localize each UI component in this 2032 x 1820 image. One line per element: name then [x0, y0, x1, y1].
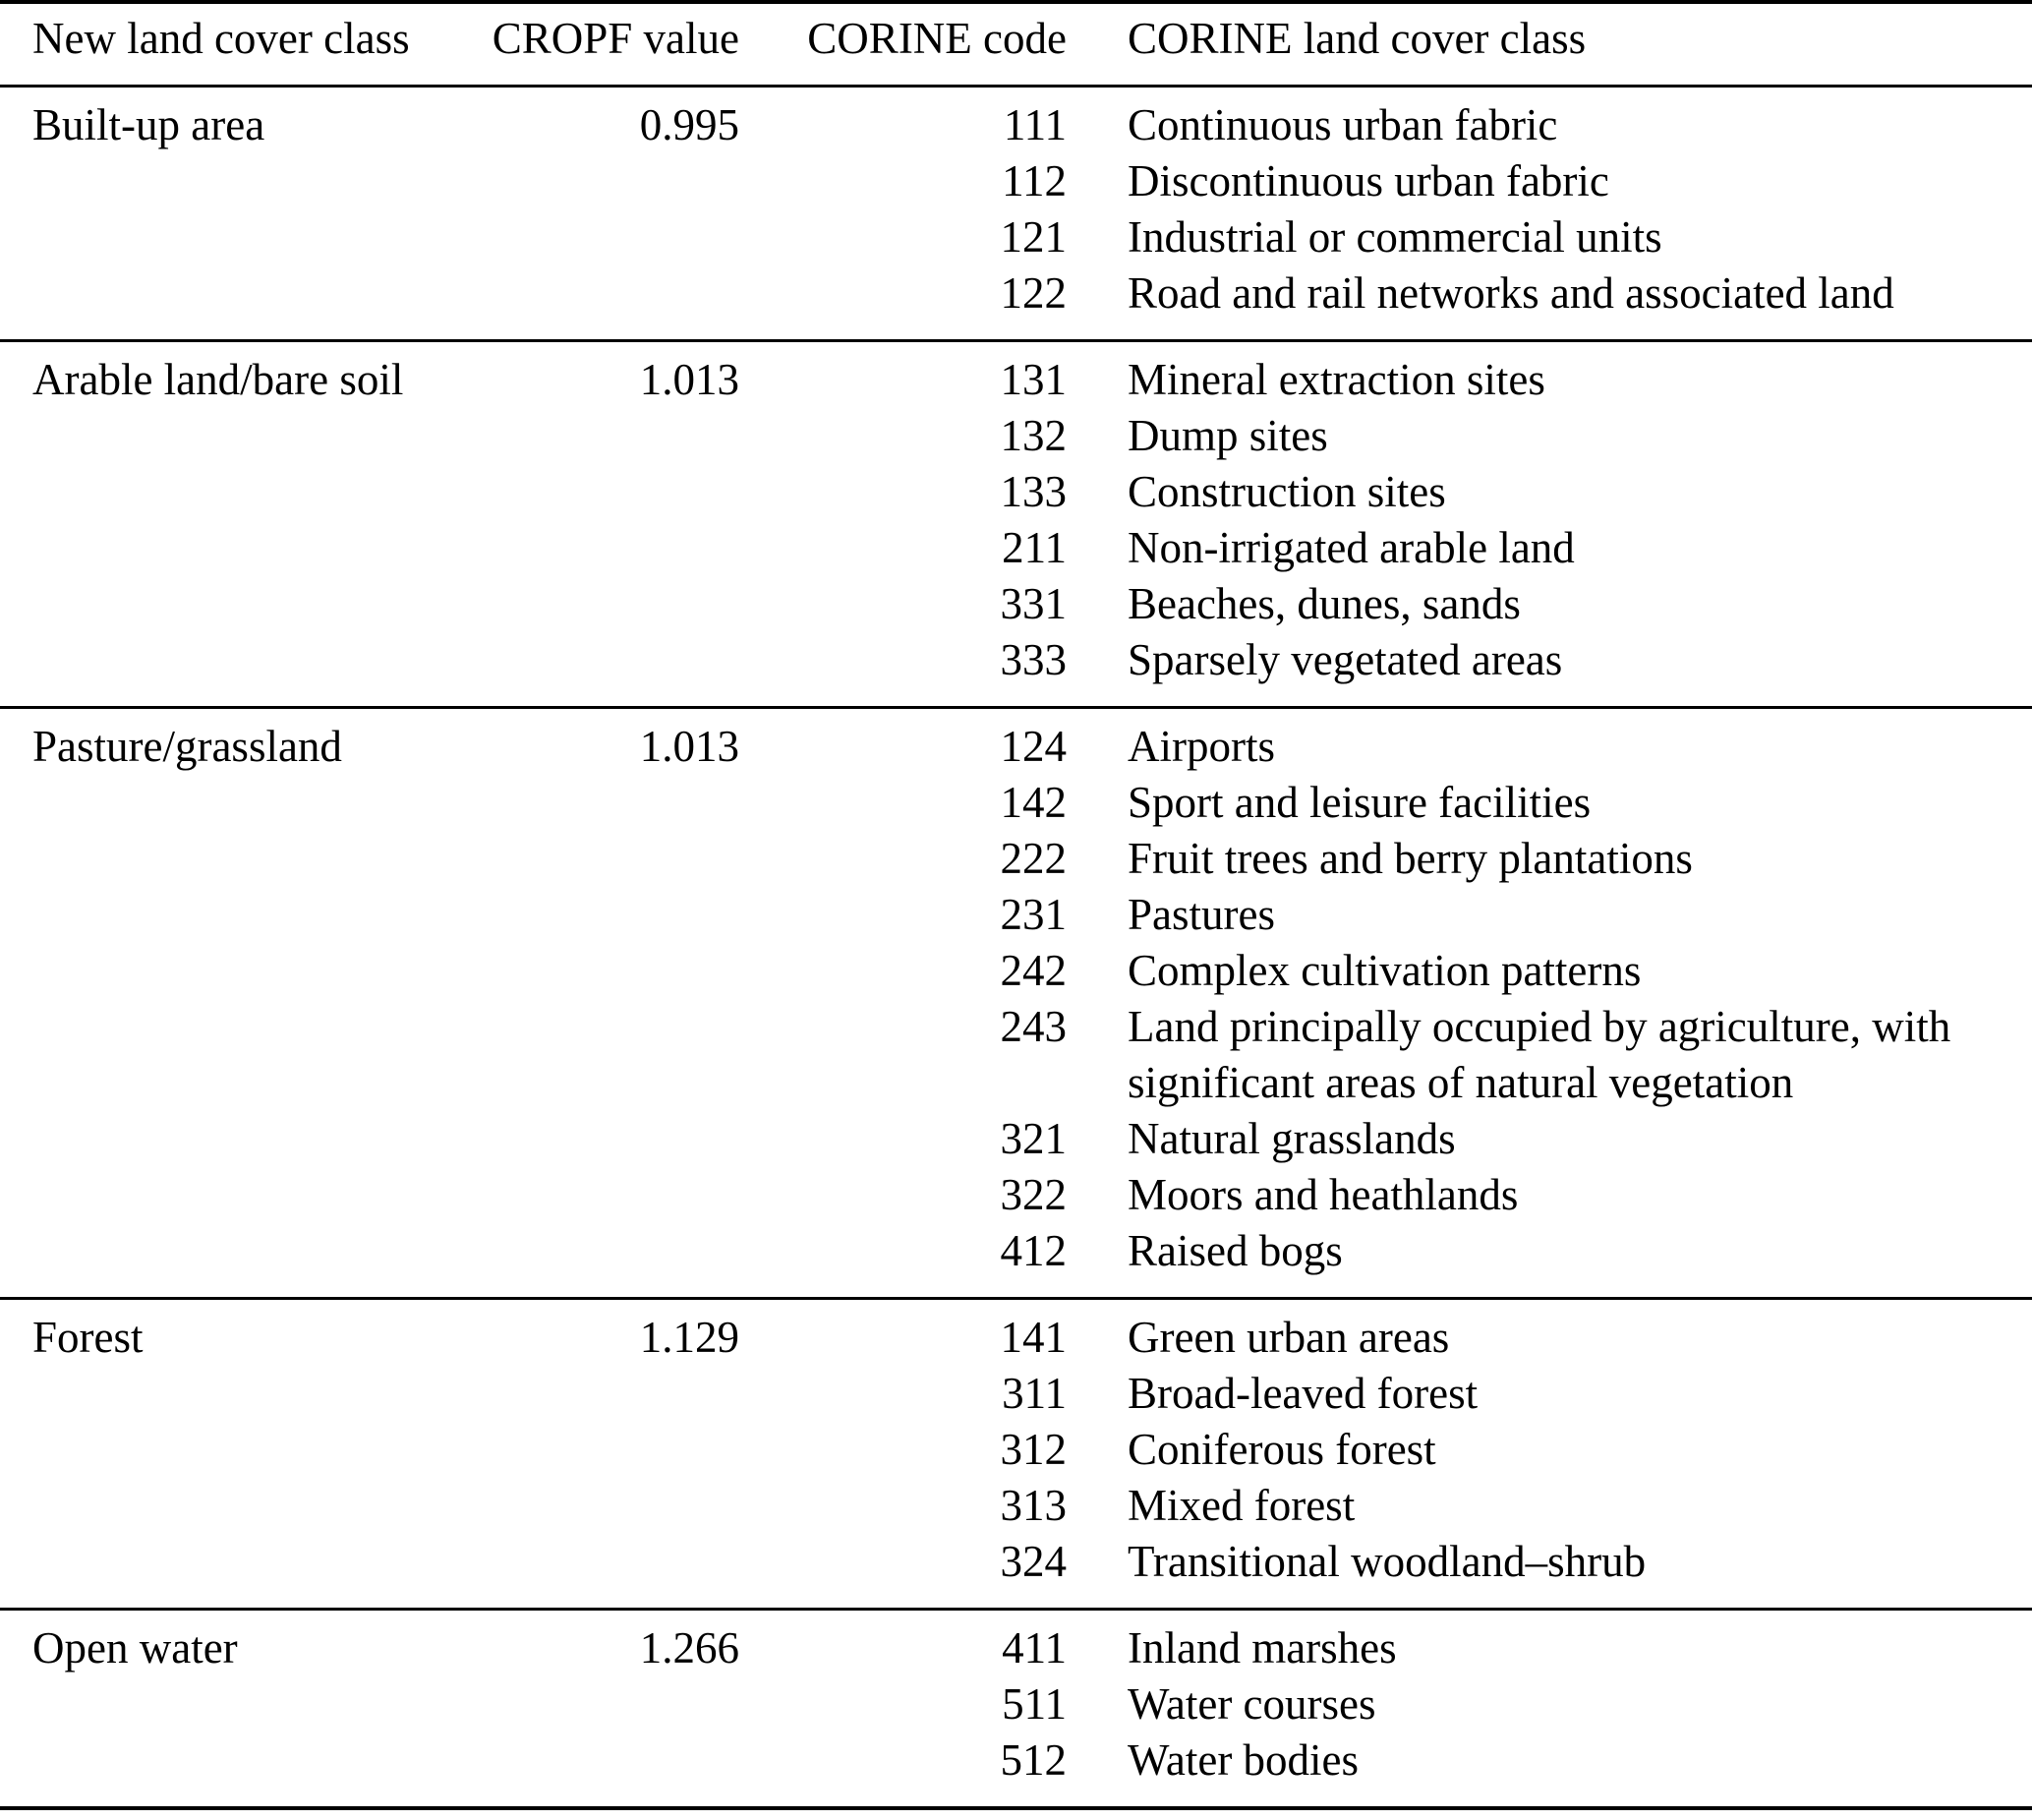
empty-cell — [0, 1478, 452, 1534]
corine-label-cell: Fruit trees and berry plantations — [1128, 834, 1693, 883]
empty-cell — [452, 1223, 739, 1299]
corine-label-cell: Mineral extraction sites — [1128, 355, 1545, 404]
empty-cell — [452, 209, 739, 265]
table-header — [0, 2, 2032, 87]
empty-cell — [0, 209, 452, 265]
table-row — [0, 1167, 2032, 1223]
corine-code-cell: 324 — [1000, 1537, 1067, 1586]
empty-cell — [0, 632, 452, 708]
corine-label-cell: Dump sites — [1128, 411, 1328, 460]
corine-label-cell: Raised bogs — [1128, 1226, 1343, 1275]
cropf-value-cell: 1.013 — [639, 722, 739, 771]
cropf-value-cell: 1.013 — [639, 355, 739, 404]
empty-cell — [452, 1676, 739, 1732]
corine-code-cell: 331 — [1000, 579, 1067, 628]
table-row — [0, 520, 2032, 576]
table-row — [0, 87, 2032, 154]
header-row — [0, 2, 2032, 87]
empty-cell — [452, 831, 739, 887]
empty-cell — [452, 520, 739, 576]
empty-cell — [0, 520, 452, 576]
table-row — [0, 775, 2032, 831]
corine-label-cell: Industrial or commercial units — [1128, 212, 1662, 262]
cropf-value-cell: 1.129 — [639, 1313, 739, 1362]
corine-label-cell: Green urban areas — [1128, 1313, 1450, 1362]
empty-cell — [0, 943, 452, 999]
empty-cell — [452, 1422, 739, 1478]
empty-cell — [0, 999, 452, 1111]
corine-code-cell: 312 — [1000, 1425, 1067, 1474]
empty-cell — [452, 1111, 739, 1167]
table-row — [0, 1422, 2032, 1478]
empty-cell — [452, 1478, 739, 1534]
group-open-water — [0, 1610, 2032, 1809]
empty-cell — [0, 831, 452, 887]
empty-cell — [452, 887, 739, 943]
corine-label-cell: Broad-leaved forest — [1128, 1369, 1479, 1418]
empty-cell — [0, 265, 452, 341]
corine-label-cell: Discontinuous urban fabric — [1128, 156, 1609, 205]
corine-code-cell: 111 — [1003, 100, 1067, 149]
corine-label-cell: Road and rail networks and associated land — [1128, 268, 1894, 318]
empty-cell — [452, 775, 739, 831]
table-row — [0, 153, 2032, 209]
corine-code-cell: 133 — [1000, 467, 1067, 516]
corine-label-cell: Sparsely vegetated areas — [1128, 635, 1563, 684]
corine-code-cell: 124 — [1000, 722, 1067, 771]
empty-cell — [452, 464, 739, 520]
corine-code-cell: 322 — [1000, 1170, 1067, 1219]
table-row — [0, 999, 2032, 1111]
empty-cell — [0, 1223, 452, 1299]
corine-label-cell: Mixed forest — [1128, 1481, 1356, 1530]
new-class-cell: Open water — [32, 1623, 238, 1673]
empty-cell — [0, 576, 452, 632]
column-header-corine-code: CORINE code — [807, 14, 1067, 63]
cropf-value-cell: 0.995 — [639, 100, 739, 149]
new-class-cell: Arable land/bare soil — [32, 355, 404, 404]
empty-cell — [0, 153, 452, 209]
empty-cell — [0, 464, 452, 520]
corine-code-cell: 311 — [1002, 1369, 1067, 1418]
corine-code-cell: 321 — [1000, 1114, 1067, 1163]
empty-cell — [452, 1534, 739, 1610]
corine-label-cell: Coniferous forest — [1128, 1425, 1436, 1474]
corine-code-cell: 242 — [1000, 946, 1067, 995]
corine-code-cell: 222 — [1000, 834, 1067, 883]
corine-code-cell: 142 — [1000, 778, 1067, 827]
corine-label-cell: Transitional woodland–shrub — [1128, 1537, 1647, 1586]
table-row — [0, 1478, 2032, 1534]
corine-code-cell: 141 — [1000, 1313, 1067, 1362]
empty-cell — [0, 1534, 452, 1610]
corine-code-cell: 243 — [1000, 1002, 1067, 1051]
corine-label-cell: Land principally occupied by agriculture, with significant areas of natural vegetation — [1128, 1002, 1951, 1107]
empty-cell — [0, 1167, 452, 1223]
corine-code-cell: 112 — [1002, 156, 1067, 205]
table-row — [0, 1223, 2032, 1299]
corine-label-cell: Non-irrigated arable land — [1128, 523, 1575, 572]
table-row — [0, 464, 2032, 520]
table-row — [0, 576, 2032, 632]
empty-cell — [452, 1167, 739, 1223]
empty-cell — [0, 1732, 452, 1808]
table-row — [0, 408, 2032, 464]
corine-label-cell: Inland marshes — [1128, 1623, 1397, 1673]
corine-code-cell: 511 — [1002, 1679, 1067, 1729]
corine-code-cell: 411 — [1002, 1623, 1067, 1673]
corine-code-cell: 131 — [1000, 355, 1067, 404]
corine-label-cell: Water courses — [1128, 1679, 1376, 1729]
table-row — [0, 1534, 2032, 1610]
empty-cell — [0, 1676, 452, 1732]
corine-code-cell: 122 — [1000, 268, 1067, 318]
table-row — [0, 265, 2032, 341]
group-pasture-grassland — [0, 708, 2032, 1299]
table-row — [0, 1676, 2032, 1732]
corine-label-cell: Water bodies — [1128, 1735, 1360, 1785]
corine-code-cell: 231 — [1000, 890, 1067, 939]
new-class-cell: Pasture/grassland — [32, 722, 342, 771]
group-built-up-area — [0, 87, 2032, 341]
column-header-new-class: New land cover class — [32, 14, 410, 63]
empty-cell — [0, 1111, 452, 1167]
corine-code-cell: 512 — [1000, 1735, 1067, 1785]
corine-label-cell: Continuous urban fabric — [1128, 100, 1558, 149]
table-row — [0, 632, 2032, 708]
table-row — [0, 1732, 2032, 1808]
group-arable-land-bare-soil — [0, 341, 2032, 708]
corine-code-cell: 211 — [1002, 523, 1067, 572]
table-row — [0, 1610, 2032, 1677]
table-row — [0, 1111, 2032, 1167]
cropf-value-cell: 1.266 — [639, 1623, 739, 1673]
table-row — [0, 1366, 2032, 1422]
corine-label-cell: Beaches, dunes, sands — [1128, 579, 1521, 628]
corine-label-cell: Moors and heathlands — [1128, 1170, 1519, 1219]
corine-label-cell: Complex cultivation patterns — [1128, 946, 1642, 995]
empty-cell — [452, 1732, 739, 1808]
corine-label-cell: Construction sites — [1128, 467, 1446, 516]
empty-cell — [452, 408, 739, 464]
empty-cell — [452, 576, 739, 632]
corine-label-cell: Natural grasslands — [1128, 1114, 1456, 1163]
empty-cell — [452, 999, 739, 1111]
column-header-cropf-value: CROPF value — [492, 14, 739, 63]
empty-cell — [452, 1366, 739, 1422]
column-header-corine-class: CORINE land cover class — [1128, 14, 1587, 63]
empty-cell — [452, 265, 739, 341]
empty-cell — [0, 887, 452, 943]
table-row — [0, 943, 2032, 999]
empty-cell — [452, 153, 739, 209]
table-row — [0, 341, 2032, 409]
empty-cell — [0, 775, 452, 831]
new-class-cell: Built-up area — [32, 100, 265, 149]
corine-code-cell: 412 — [1000, 1226, 1067, 1275]
table-row — [0, 209, 2032, 265]
empty-cell — [452, 632, 739, 708]
corine-label-cell: Pastures — [1128, 890, 1275, 939]
corine-label-cell: Sport and leisure facilities — [1128, 778, 1592, 827]
table-row — [0, 708, 2032, 776]
corine-code-cell: 333 — [1000, 635, 1067, 684]
corine-code-cell: 121 — [1000, 212, 1067, 262]
empty-cell — [0, 1422, 452, 1478]
corine-label-cell: Airports — [1128, 722, 1275, 771]
empty-cell — [0, 1366, 452, 1422]
new-class-cell: Forest — [32, 1313, 144, 1362]
table-row — [0, 831, 2032, 887]
table-row — [0, 1299, 2032, 1367]
table-row — [0, 887, 2032, 943]
empty-cell — [0, 408, 452, 464]
corine-code-cell: 313 — [1000, 1481, 1067, 1530]
group-forest — [0, 1299, 2032, 1610]
corine-code-cell: 132 — [1000, 411, 1067, 460]
empty-cell — [452, 943, 739, 999]
